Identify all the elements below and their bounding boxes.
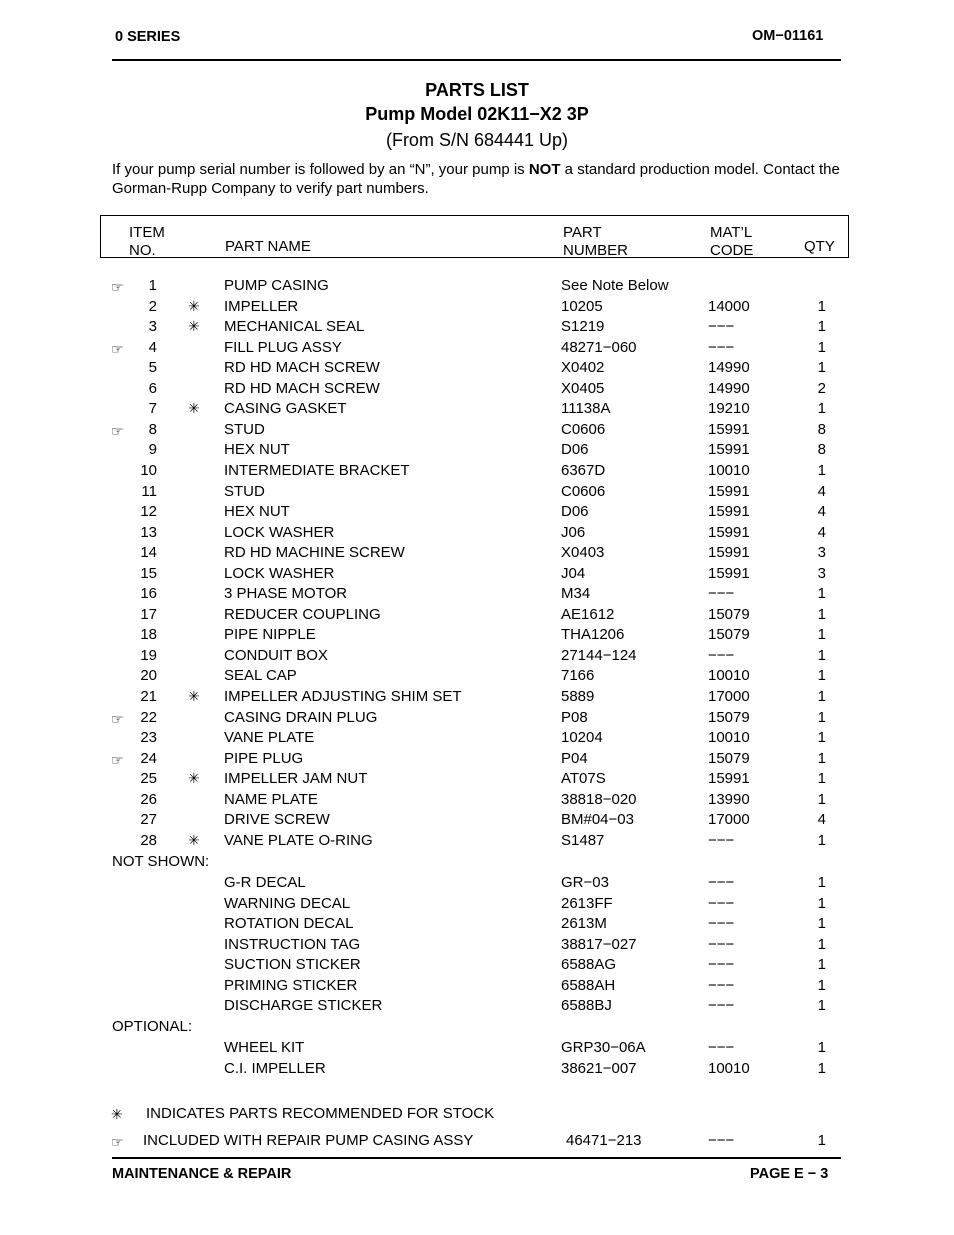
part-number: 6367D <box>561 462 606 479</box>
part-number: S1219 <box>561 318 605 335</box>
part-name: 3 PHASE MOTOR <box>224 585 348 602</box>
part-name: DRIVE SCREW <box>224 811 330 828</box>
item-number: 28 <box>140 832 157 849</box>
table-row <box>0 1060 954 1081</box>
item-number: 2 <box>148 298 157 315</box>
stock-note: INDICATES PARTS RECOMMENDED FOR STOCK <box>146 1105 495 1122</box>
part-name: PIPE PLUG <box>224 750 304 767</box>
table-row <box>0 811 954 832</box>
intro-text-end: a standard production model. Contact the Gorman-Rupp Company to verify part numbers. <box>112 161 840 197</box>
item-number: 10 <box>140 462 157 479</box>
table-row <box>0 791 954 812</box>
part-name: INSTRUCTION TAG <box>224 936 361 953</box>
part-number: X0403 <box>561 544 605 561</box>
part-name: C.I. IMPELLER <box>224 1060 326 1077</box>
quantity: 4 <box>817 524 826 541</box>
quantity: 1 <box>817 1039 826 1056</box>
table-row <box>0 688 954 709</box>
col-mat-code-line1: MAT’L <box>710 224 753 241</box>
asterisk-icon: ✳ <box>111 1106 123 1122</box>
footer-rule <box>112 1157 841 1159</box>
material-code: −−− <box>708 318 735 335</box>
part-number: AE1612 <box>561 606 615 623</box>
part-number: AT07S <box>561 770 606 787</box>
asterisk-icon: ✳ <box>188 770 200 786</box>
item-number: 9 <box>148 441 157 458</box>
item-number: 17 <box>140 606 157 623</box>
pointing-hand-icon: ☞ <box>111 423 124 439</box>
asterisk-icon: ✳ <box>188 298 200 314</box>
table-row <box>0 462 954 483</box>
part-name: RD HD MACH SCREW <box>224 380 380 397</box>
material-code: −−− <box>708 585 735 602</box>
table-row <box>0 626 954 647</box>
part-number: 2613FF <box>561 895 613 912</box>
part-number: 27144−124 <box>561 647 637 664</box>
quantity: 1 <box>817 606 826 623</box>
quantity: 1 <box>817 791 826 808</box>
table-row <box>0 997 954 1018</box>
item-number: 24 <box>140 750 157 767</box>
quantity: 1 <box>817 400 826 417</box>
part-number: 48271−060 <box>561 339 637 356</box>
part-number: 38621−007 <box>561 1060 637 1077</box>
quantity: 1 <box>817 895 826 912</box>
part-name: PUMP CASING <box>224 277 329 294</box>
table-row <box>0 359 954 380</box>
quantity: 1 <box>817 1060 826 1077</box>
item-number: 25 <box>140 770 157 787</box>
repair-casing-note: INCLUDED WITH REPAIR PUMP CASING ASSY <box>143 1132 474 1149</box>
quantity: 1 <box>817 956 826 973</box>
quantity: 1 <box>817 915 826 932</box>
asterisk-icon: ✳ <box>188 400 200 416</box>
quantity: 1 <box>817 688 826 705</box>
quantity: 1 <box>817 709 826 726</box>
item-number: 7 <box>148 400 157 417</box>
page-number: PAGE E − 3 <box>750 1166 829 1182</box>
section-name: MAINTENANCE & REPAIR <box>112 1166 292 1182</box>
quantity: 1 <box>817 667 826 684</box>
asterisk-icon: ✳ <box>188 318 200 334</box>
quantity: 1 <box>817 359 826 376</box>
quantity: 1 <box>817 750 826 767</box>
quantity: 1 <box>817 729 826 746</box>
material-code: 15079 <box>708 750 750 767</box>
part-number: 6588BJ <box>561 997 612 1014</box>
material-code: 15079 <box>708 606 750 623</box>
pointing-hand-icon: ☞ <box>111 752 124 768</box>
material-code: 10010 <box>708 667 750 684</box>
item-number: 20 <box>140 667 157 684</box>
table-row <box>0 606 954 627</box>
part-number: 7166 <box>561 667 595 684</box>
page-title: PARTS LIST <box>425 80 529 100</box>
serial-range-title: (From S/N 684441 Up) <box>385 130 569 150</box>
item-number: 22 <box>140 709 157 726</box>
part-number: J04 <box>561 565 586 582</box>
quantity: 1 <box>817 997 826 1014</box>
asterisk-icon: ✳ <box>188 832 200 848</box>
item-number: 18 <box>140 626 157 643</box>
material-code: 14000 <box>708 298 750 315</box>
table-row <box>0 936 954 957</box>
part-name: REDUCER COUPLING <box>224 606 381 623</box>
part-number: C0606 <box>561 421 606 438</box>
repair-casing-qty: 1 <box>817 1132 826 1149</box>
material-code: 15991 <box>708 441 750 458</box>
table-row <box>0 483 954 504</box>
intro-paragraph <box>112 160 852 198</box>
item-number: 16 <box>140 585 157 602</box>
quantity: 1 <box>817 977 826 994</box>
repair-casing-part-number: 46471−213 <box>566 1132 642 1149</box>
table-row <box>0 544 954 565</box>
quantity: 1 <box>817 770 826 787</box>
part-name: IMPELLER ADJUSTING SHIM SET <box>224 688 462 705</box>
part-name: DISCHARGE STICKER <box>224 997 383 1014</box>
item-number: 15 <box>140 565 157 582</box>
part-name: INTERMEDIATE BRACKET <box>224 462 410 479</box>
quantity: 1 <box>817 874 826 891</box>
pump-model-title: Pump Model 02K11−X2 3P <box>365 104 589 124</box>
material-code: 15991 <box>708 524 750 541</box>
table-row <box>0 524 954 545</box>
part-name: VANE PLATE <box>224 729 315 746</box>
material-code: −−− <box>708 647 735 664</box>
optional-label: OPTIONAL: <box>112 1018 193 1035</box>
part-number: 2613M <box>561 915 607 932</box>
table-row <box>0 400 954 421</box>
part-name: RD HD MACHINE SCREW <box>224 544 405 561</box>
pointing-hand-icon: ☞ <box>111 279 124 295</box>
part-number: THA1206 <box>561 626 625 643</box>
item-number: 8 <box>148 421 157 438</box>
material-code: 19210 <box>708 400 750 417</box>
part-name: PRIMING STICKER <box>224 977 358 994</box>
material-code: −−− <box>708 1039 735 1056</box>
part-name: WHEEL KIT <box>224 1039 305 1056</box>
item-number: 1 <box>148 277 157 294</box>
table-row <box>0 729 954 750</box>
part-name: PIPE NIPPLE <box>224 626 316 643</box>
part-number: M34 <box>561 585 591 602</box>
table-row <box>0 421 954 442</box>
part-number: 38818−020 <box>561 791 637 808</box>
col-part-number-line2: NUMBER <box>563 242 629 259</box>
part-name: LOCK WASHER <box>224 524 335 541</box>
col-qty: QTY <box>804 238 835 255</box>
part-name: G-R DECAL <box>224 874 306 891</box>
part-name: STUD <box>224 483 265 500</box>
material-code: −−− <box>708 956 735 973</box>
part-number: BM#04−03 <box>561 811 634 828</box>
col-part-name: PART NAME <box>225 238 311 255</box>
material-code: 15991 <box>708 565 750 582</box>
material-code: 17000 <box>708 811 750 828</box>
material-code: −−− <box>708 936 735 953</box>
table-row <box>0 770 954 791</box>
part-number: See Note Below <box>561 277 669 294</box>
part-name: CASING DRAIN PLUG <box>224 709 378 726</box>
table-row <box>0 298 954 319</box>
material-code: 13990 <box>708 791 750 808</box>
material-code: 15991 <box>708 483 750 500</box>
part-number: 38817−027 <box>561 936 637 953</box>
not-shown-label: NOT SHOWN: <box>112 853 210 870</box>
part-number: X0402 <box>561 359 605 376</box>
intro-text-start: If your pump serial number is followed by an “N”, your pump is <box>112 161 529 178</box>
part-number: GR−03 <box>561 874 609 891</box>
part-number: J06 <box>561 524 586 541</box>
material-code: 15991 <box>708 503 750 520</box>
part-name: SEAL CAP <box>224 667 297 684</box>
item-number: 11 <box>141 483 157 500</box>
quantity: 1 <box>817 339 826 356</box>
pointing-hand-icon: ☞ <box>111 711 124 727</box>
part-name: WARNING DECAL <box>224 895 351 912</box>
material-code: 14990 <box>708 380 750 397</box>
header-rule <box>112 59 841 61</box>
table-row <box>0 503 954 524</box>
part-name: IMPELLER JAM NUT <box>224 770 368 787</box>
part-name: LOCK WASHER <box>224 565 335 582</box>
item-number: 3 <box>148 318 157 335</box>
quantity: 2 <box>817 380 826 397</box>
col-item-line2: NO. <box>129 242 156 259</box>
table-row <box>0 277 954 298</box>
table-row <box>0 895 954 916</box>
item-number: 27 <box>140 811 157 828</box>
quantity: 8 <box>817 421 826 438</box>
part-name: HEX NUT <box>224 503 290 520</box>
material-code: −−− <box>708 915 735 932</box>
part-name: ROTATION DECAL <box>224 915 354 932</box>
quantity: 4 <box>817 483 826 500</box>
table-row <box>0 380 954 401</box>
table-row <box>0 565 954 586</box>
part-name: VANE PLATE O-RING <box>224 832 373 849</box>
material-code: 10010 <box>708 462 750 479</box>
part-number: P08 <box>561 709 588 726</box>
item-number: 12 <box>140 503 157 520</box>
part-name: HEX NUT <box>224 441 290 458</box>
quantity: 4 <box>817 811 826 828</box>
intro-emphasis: NOT <box>528 161 561 178</box>
quantity: 1 <box>817 626 826 643</box>
material-code: 15079 <box>708 709 750 726</box>
quantity: 3 <box>817 544 826 561</box>
table-row <box>0 874 954 895</box>
pointing-hand-icon: ☞ <box>111 341 124 357</box>
part-name: NAME PLATE <box>224 791 318 808</box>
part-name: MECHANICAL SEAL <box>224 318 365 335</box>
part-name: CASING GASKET <box>224 400 347 417</box>
item-number: 23 <box>140 729 157 746</box>
repair-casing-mat-code: −−− <box>708 1132 735 1149</box>
item-number: 19 <box>140 647 157 664</box>
material-code: −−− <box>708 895 735 912</box>
material-code: 14990 <box>708 359 750 376</box>
table-row <box>0 977 954 998</box>
item-number: 13 <box>140 524 157 541</box>
part-name: CONDUIT BOX <box>224 647 328 664</box>
table-row <box>0 647 954 668</box>
part-number: GRP30−06A <box>561 1039 646 1056</box>
quantity: 8 <box>817 441 826 458</box>
material-code: 10010 <box>708 729 750 746</box>
part-number: 6588AH <box>561 977 616 994</box>
col-part-number-line1: PART <box>563 224 602 241</box>
part-name: FILL PLUG ASSY <box>224 339 342 356</box>
material-code: 17000 <box>708 688 750 705</box>
part-number: 6588AG <box>561 956 617 973</box>
part-number: 5889 <box>561 688 595 705</box>
series-label: 0 SERIES <box>115 29 181 45</box>
quantity: 1 <box>817 585 826 602</box>
table-row <box>0 585 954 606</box>
item-number: 21 <box>140 688 157 705</box>
pointing-hand-icon: ☞ <box>111 1134 124 1150</box>
quantity: 3 <box>817 565 826 582</box>
quantity: 1 <box>817 647 826 664</box>
item-number: 14 <box>140 544 157 561</box>
table-row <box>0 915 954 936</box>
material-code: −−− <box>708 874 735 891</box>
material-code: 15991 <box>708 544 750 561</box>
col-mat-code-line2: CODE <box>710 242 754 259</box>
item-number: 26 <box>140 791 157 808</box>
table-row <box>0 339 954 360</box>
table-row <box>0 709 954 730</box>
table-row <box>0 956 954 977</box>
col-item-line1: ITEM <box>129 224 165 241</box>
material-code: 15991 <box>708 421 750 438</box>
table-row <box>0 667 954 688</box>
material-code: 15991 <box>708 770 750 787</box>
table-row <box>0 750 954 771</box>
quantity: 1 <box>817 298 826 315</box>
quantity: 1 <box>817 462 826 479</box>
part-name: RD HD MACH SCREW <box>224 359 380 376</box>
part-number: X0405 <box>561 380 605 397</box>
table-row <box>0 441 954 462</box>
part-name: IMPELLER <box>224 298 299 315</box>
table-row <box>0 318 954 339</box>
part-number: P04 <box>561 750 588 767</box>
quantity: 1 <box>817 936 826 953</box>
part-number: D06 <box>561 503 589 520</box>
item-number: 6 <box>148 380 157 397</box>
item-number: 5 <box>148 359 157 376</box>
part-name: STUD <box>224 421 265 438</box>
quantity: 1 <box>817 318 826 335</box>
part-number: 11138A <box>561 400 611 417</box>
document-number: OM−01161 <box>752 28 824 44</box>
table-row <box>0 832 954 853</box>
part-number: D06 <box>561 441 589 458</box>
material-code: 10010 <box>708 1060 750 1077</box>
part-number: 10205 <box>561 298 603 315</box>
material-code: −−− <box>708 339 735 356</box>
material-code: −−− <box>708 977 735 994</box>
part-number: C0606 <box>561 483 606 500</box>
material-code: −−− <box>708 832 735 849</box>
material-code: 15079 <box>708 626 750 643</box>
quantity: 4 <box>817 503 826 520</box>
quantity: 1 <box>817 832 826 849</box>
part-number: 10204 <box>561 729 603 746</box>
item-number: 4 <box>148 339 157 356</box>
table-row <box>0 1039 954 1060</box>
part-name: SUCTION STICKER <box>224 956 361 973</box>
part-number: S1487 <box>561 832 605 849</box>
material-code: −−− <box>708 997 735 1014</box>
asterisk-icon: ✳ <box>188 688 200 704</box>
